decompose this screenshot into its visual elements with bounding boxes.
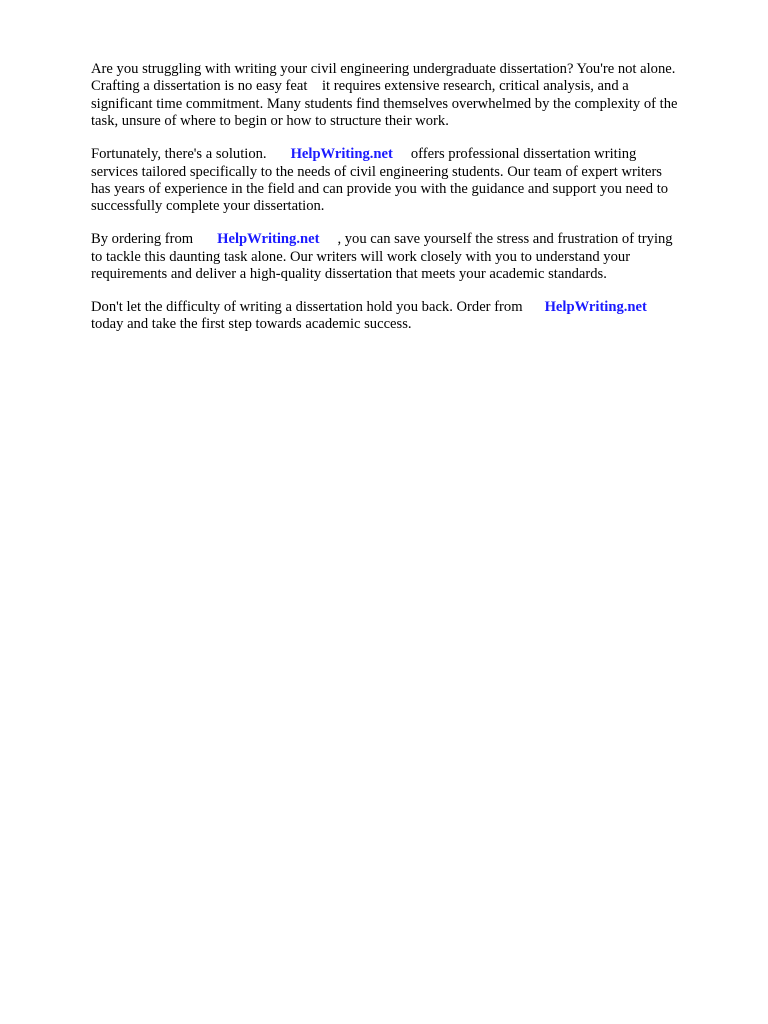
text-line — [91, 231, 721, 248]
paragraph-intro — [91, 61, 721, 131]
text-segment: By ordering from — [91, 231, 194, 248]
text-line: has years of experience in the field and can provide you with the guidance and support you need to — [91, 180, 669, 197]
paragraph-call-to-action — [91, 299, 721, 334]
text-line: Are you struggling with writing your civil engineering undergraduate dissertation? You're not alone. — [91, 61, 676, 77]
text-line: successfully complete your dissertation. — [91, 198, 325, 215]
text-line: significant time commitment. Many students find themselves overwhelmed by the complexity of the — [91, 95, 678, 112]
helpwriting-link[interactable]: HelpWriting.net — [290, 146, 393, 163]
paragraph-solution — [91, 146, 721, 216]
text-segment: Fortunately, there's a solution. — [91, 146, 267, 163]
paragraph-ordering — [91, 231, 721, 283]
text-line: requirements and deliver a high-quality dissertation that meets your academic standards. — [91, 266, 607, 283]
text-line — [91, 146, 721, 163]
helpwriting-link[interactable]: HelpWriting.net — [217, 231, 320, 248]
text-line: Crafting a dissertation is no easy feat it requires extensive research, critical analysis, and a — [91, 78, 629, 95]
text-segment: offers professional dissertation writing — [410, 146, 637, 163]
text-line: today and take the first step towards academic success. — [91, 316, 412, 333]
text-line: to tackle this daunting task alone. Our writers will work closely with you to understand your — [91, 248, 631, 265]
text-segment: Don't let the difficulty of writing a dissertation hold you back. Order from — [91, 298, 523, 315]
helpwriting-link[interactable]: HelpWriting.net — [544, 298, 647, 315]
text-line — [91, 299, 721, 316]
document-body — [91, 61, 721, 349]
text-line: services tailored specifically to the needs of civil engineering students. Our team of expert writers — [91, 163, 662, 180]
text-line: task, unsure of where to begin or how to structure their work. — [91, 113, 449, 130]
text-segment: , you can save yourself the stress and frustration of trying — [337, 231, 673, 248]
